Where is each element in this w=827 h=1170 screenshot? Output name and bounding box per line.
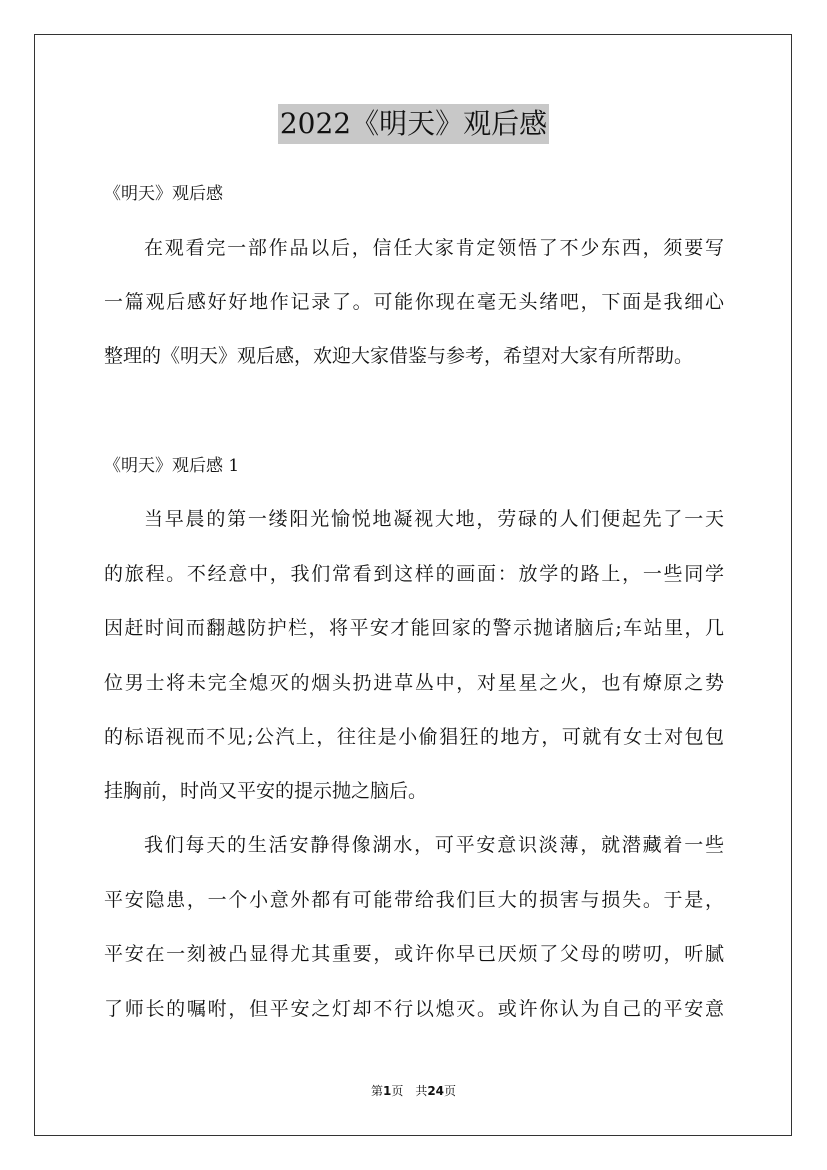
page-current: 1 — [382, 1084, 392, 1098]
section1-heading: 《明天》观后感 1 — [104, 456, 240, 476]
para1-line: 位男士将未完全熄灭的烟头扔进草丛中，对星星之火，也有燎原之势 — [104, 672, 724, 694]
intro-line: 在观看完一部作品以后，信任大家肯定领悟了不少东西，须要写 — [144, 237, 724, 259]
title-wrap — [0, 104, 827, 144]
para2-line: 了师长的嘱咐，但平安之灯却不行以熄灭。或许你认为自己的平安意 — [104, 998, 724, 1020]
para1-line: 挂胸前，时尚又平安的提示抛之脑后。 — [104, 780, 428, 802]
document-title: 2022《明天》观后感 — [278, 104, 549, 144]
para1-line: 当早晨的第一缕阳光愉悦地凝视大地，劳碌的人们便起先了一天 — [144, 508, 724, 530]
page-footer — [0, 1083, 827, 1099]
para2-line: 我们每天的生活安静得像湖水，可平安意识淡薄，就潜藏着一些 — [144, 834, 724, 856]
intro-heading: 《明天》观后感 — [104, 184, 223, 204]
para1-line: 因赶时间而翻越防护栏，将平安才能回家的警示抛诸脑后;车站里，几 — [104, 617, 724, 639]
para2-line: 平安隐患，一个小意外都有可能带给我们巨大的损害与损失。于是， — [104, 889, 724, 911]
intro-line: 一篇观后感好好地作记录了。可能你现在毫无头绪吧，下面是我细心 — [104, 291, 724, 313]
page-suffix: 页 — [444, 1084, 457, 1098]
page-total: 24 — [427, 1084, 445, 1098]
para1-line: 的旅程。不经意中，我们常看到这样的画面：放学的路上，一些同学 — [104, 563, 724, 585]
page-prefix: 第 — [370, 1084, 383, 1098]
para2-line: 平安在一刻被凸显得尤其重要，或许你早已厌烦了父母的唠叨，听腻 — [104, 943, 724, 965]
intro-line: 整理的《明天》观后感，欢迎大家借鉴与参考，希望对大家有所帮助。 — [104, 345, 694, 367]
para1-line: 的标语视而不见;公汽上，往往是小偷猖狂的地方，可就有女士对包包 — [104, 726, 724, 748]
page-mid: 页 共 — [391, 1084, 428, 1098]
